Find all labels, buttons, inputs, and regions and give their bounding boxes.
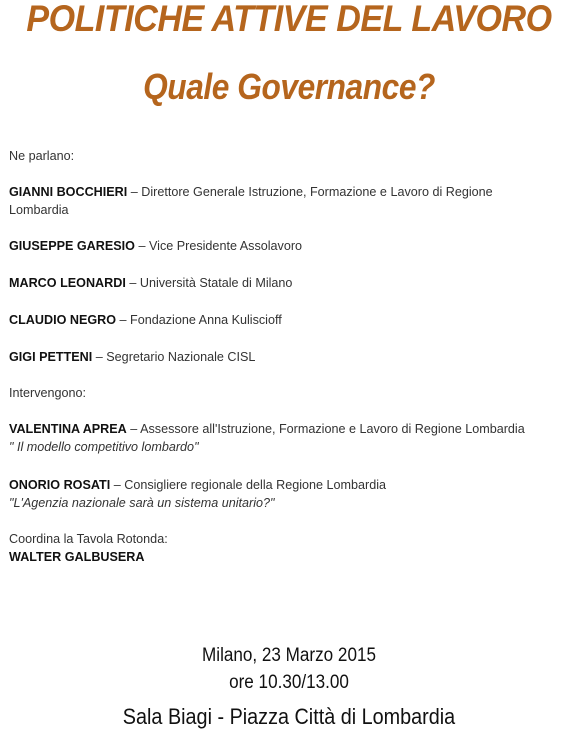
speaker-role-continued: Lombardia [9,203,69,217]
speaker-name: MARCO LEONARDI [9,276,126,290]
speaker-name: GIANNI BOCCHIERI [9,185,128,199]
speaker-name: VALENTINA APREA [9,422,127,436]
moderator-label: Coordina la Tavola Rotonda: [9,532,168,546]
moderator-name: WALTER GALBUSERA [9,550,145,564]
intervention-quote: " Il modello competitivo lombardo" [9,440,199,454]
intervention-entry [9,476,571,512]
speaker-role: – Vice Presidente Assolavoro [134,239,303,253]
speaker-role: – Università Statale di Milano [125,276,293,290]
event-date: Milano, 23 Marzo 2015 [202,645,376,666]
speaker-name: GIUSEPPE GARESIO [9,239,135,253]
intervention-entry [9,420,571,456]
speaker-role: – Assessore all'Istruzione, Formazione e Lavoro di Regione Lombardia [126,422,525,436]
speaker-entry [9,274,571,292]
speaker-name: CLAUDIO NEGRO [9,313,117,327]
speaker-entry [9,183,571,219]
speaker-role: – Fondazione Anna Kuliscioff [116,313,282,327]
speaker-role: – Direttore Generale Istruzione, Formazione e Lavoro di Regione [127,185,493,199]
speaker-name: ONORIO ROSATI [9,478,111,492]
speaker-entry [9,348,571,366]
speaker-entry [9,237,571,255]
speaker-role: – Segretario Nazionale CISL [92,350,256,364]
speakers-label: Ne parlano: [9,149,75,163]
speaker-role: – Consigliere regionale della Regione Lombardia [110,478,387,492]
speaker-entry [9,311,571,329]
page-subtitle: Quale Governance? [143,66,435,107]
event-time: ore 10.30/13.00 [229,672,349,693]
speaker-name: GIGI PETTENI [9,350,93,364]
page-title: POLITICHE ATTIVE DEL LAVORO [26,0,552,39]
intervention-quote: "L'Agenzia nazionale sarà un sistema unitario?" [9,496,275,510]
event-venue: Sala Biagi - Piazza Città di Lombardia [122,704,456,729]
event-details [9,147,571,566]
interventions-label: Intervengono: [9,386,87,400]
